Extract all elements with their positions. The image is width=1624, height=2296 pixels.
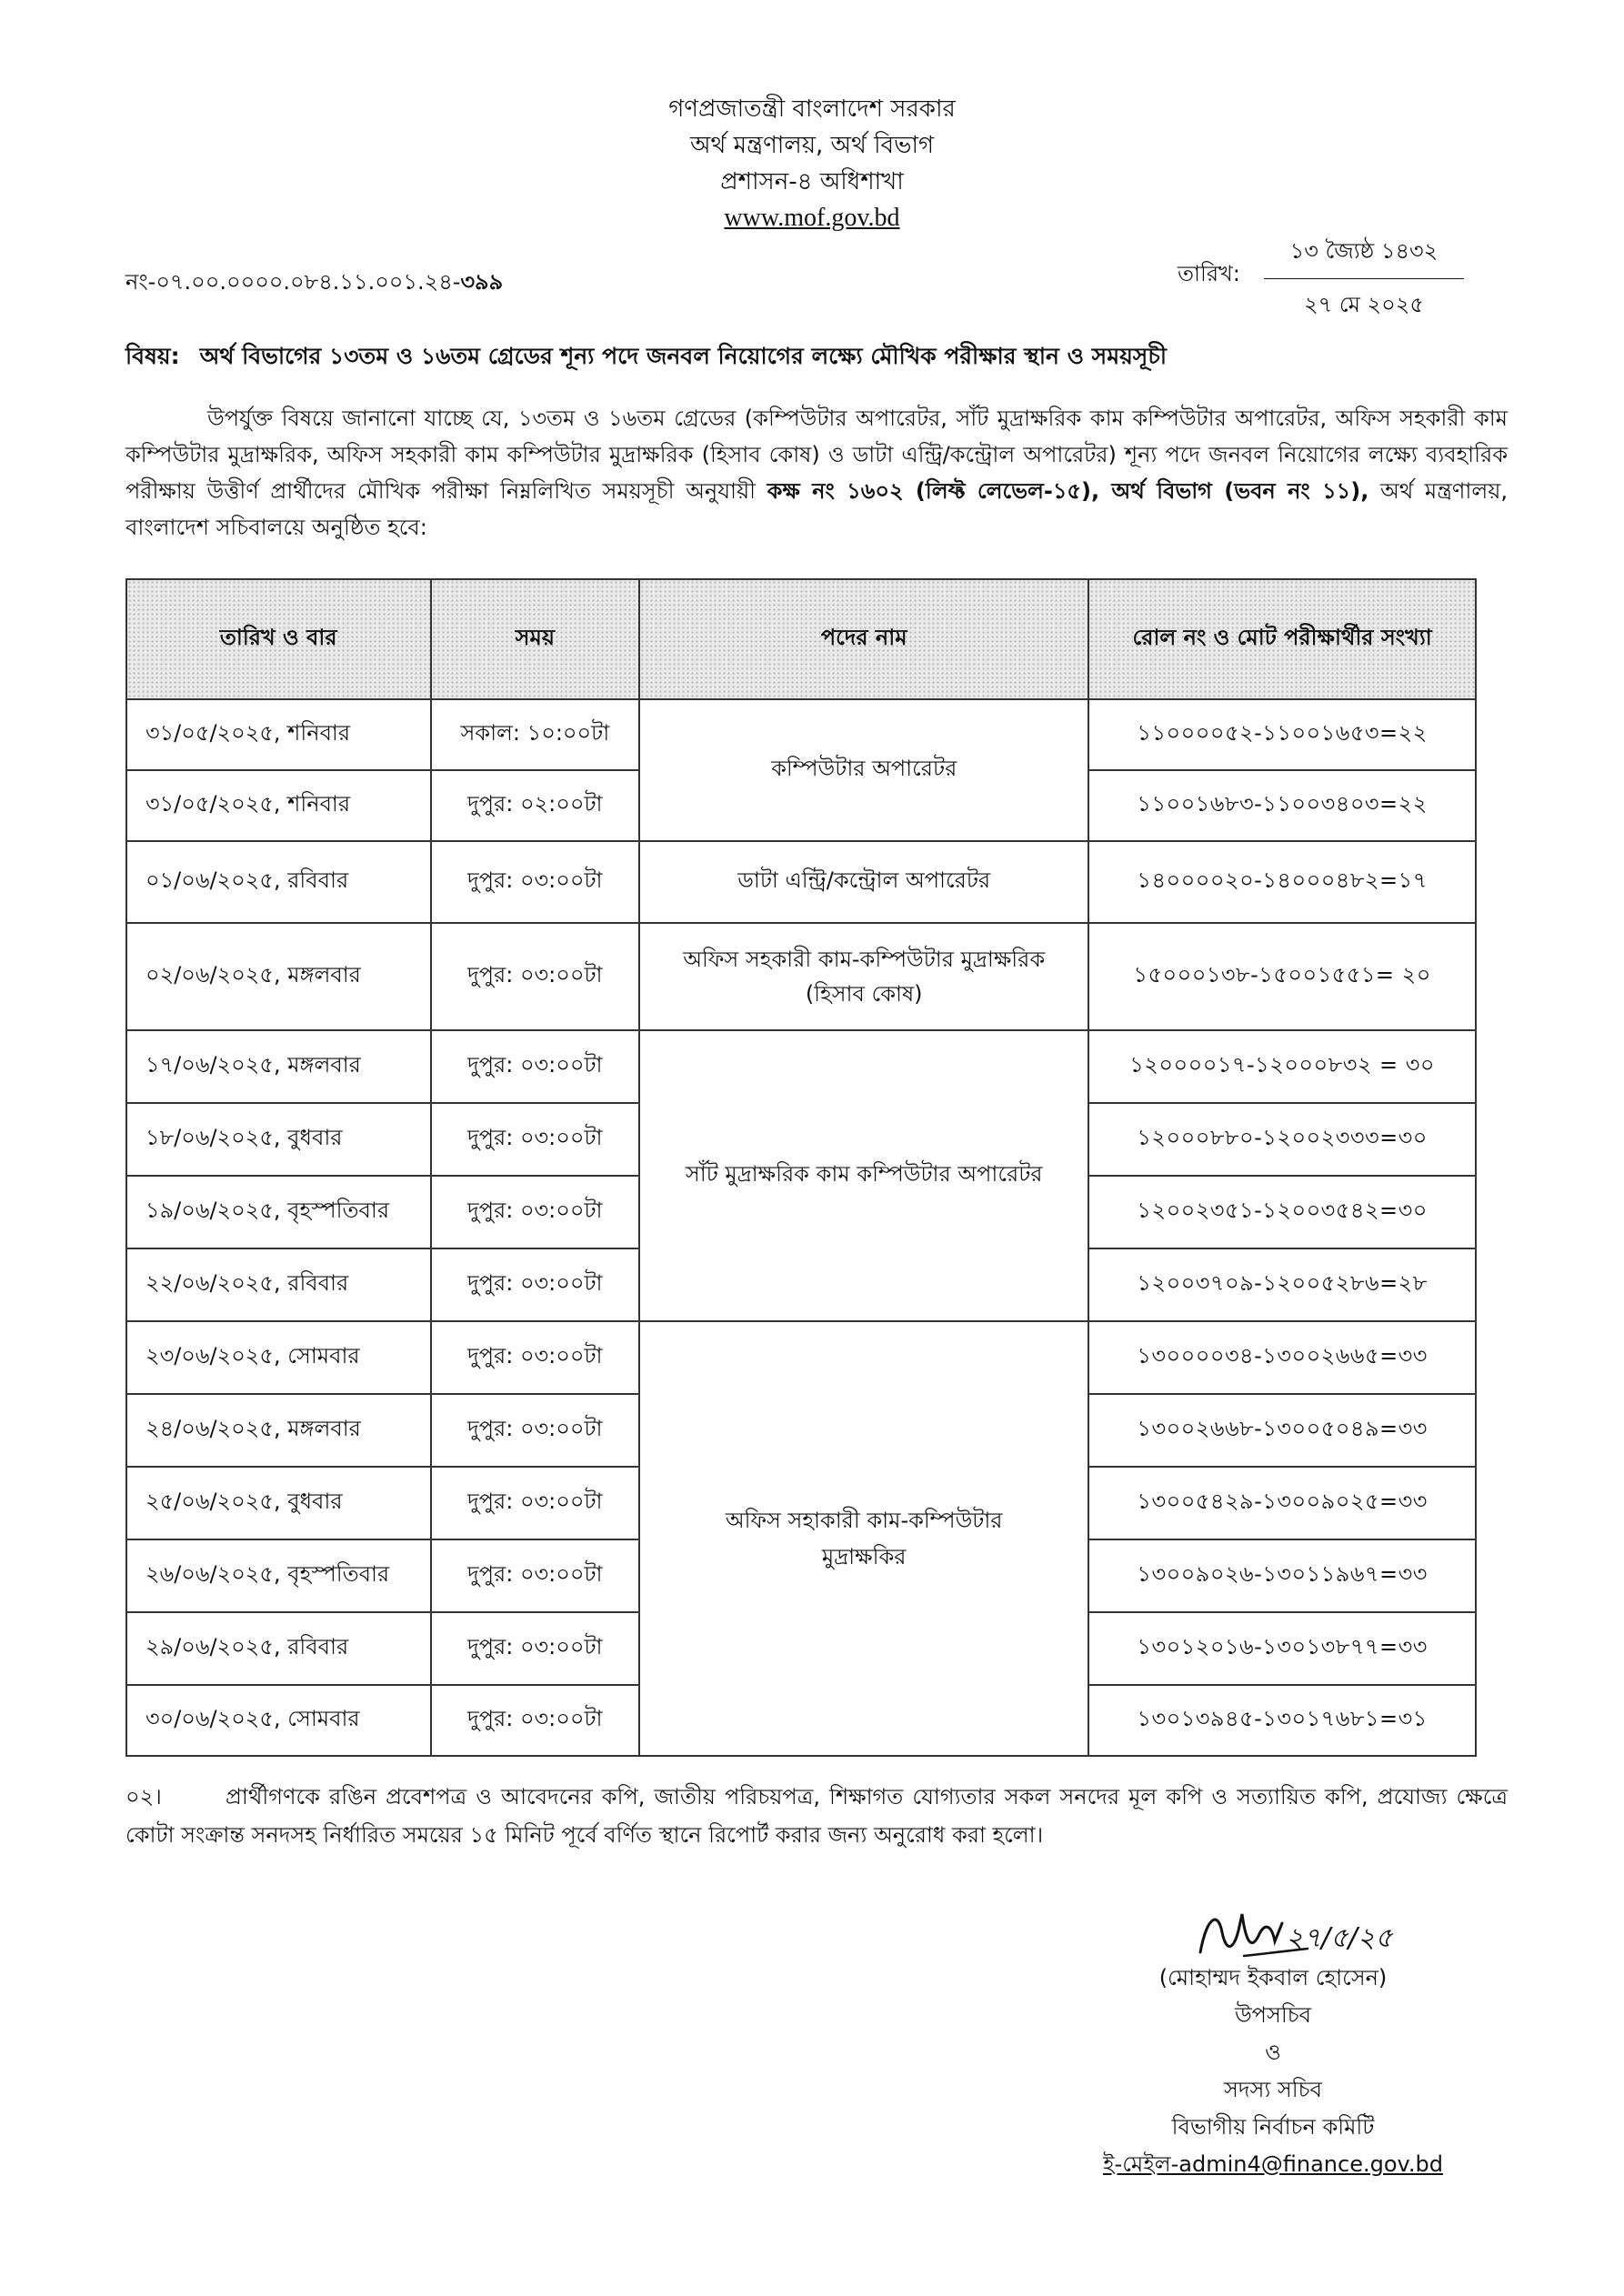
memo-number-suffix: ৩৯৯ [460, 269, 504, 295]
row-roll: ১২০০০৮৮০-১২০০২৩৩৩=৩০ [1088, 1103, 1476, 1176]
row-date: ০২/০৬/২০২৫, মঙ্গলবার [126, 923, 431, 1030]
row-time: দুপুর: ০৩:০০টা [431, 1612, 640, 1685]
row-time: দুপুর: ০২:০০টা [431, 770, 640, 841]
row-time: দুপুর: ০৩:০০টা [431, 1030, 640, 1103]
row-time: দুপুর: ০৩:০০টা [431, 1103, 640, 1176]
para1-text: উপর্যুক্ত বিষয়ে জানানো যাচ্ছে যে, ১৩তম ও ১৬তম গ্রেডের (কম্পিউটার অপারেটর, সাঁট মুদ্রাক্ষরিক কাম কম্পিউটার অপারেটর, অফিস সহকারী কাম কম্পিউটার মুদ্রাক্ষরিক, অফিস সহকারী কাম কম্পিউটার মুদ্রাক্ষরিক (হিসাব কোষ) ও ডাটা এন্ট্রি/কন্ট্রোল অপারেটর) শূন্য পদে জনবল নিয়োগের লক্ষ্যে ব্যবহারিক পরীক্ষায় উত্তীর্ণ প্রার্থীদের মৌখিক পরীক্ষা নিম্নলিখিত সময়সূচী অনুযায়ী [125, 406, 1508, 504]
row-date: ২৪/০৬/২০২৫, মঙ্গলবার [126, 1394, 431, 1467]
signatory-role: সদস্য সচিব [1224, 2077, 1322, 2102]
date-box [1264, 235, 1464, 325]
row-roll: ১১০০০০৫২-১১০০১৬৫৩=২২ [1088, 699, 1476, 770]
row-date: ২৬/০৬/২০২৫, বৃহস্পতিবার [126, 1539, 431, 1612]
row-post: কম্পিউটার অপারেটর [639, 699, 1088, 841]
subject-label: বিষয়: [125, 343, 180, 369]
para1-tail: অর্থ মন্ত্রণালয়, বাংলাদেশ সচিবালয়ে অনুষ্ঠিত হবে: [125, 478, 1508, 540]
memo-number [125, 266, 503, 302]
row-roll: ১২০০৩৭০৯-১২০০৫২৮৬=২৮ [1088, 1248, 1476, 1321]
header-post: পদের নাম [639, 579, 1088, 699]
row-roll: ১৪০০০০২০-১৪০০০৪৮২=১৭ [1088, 841, 1476, 923]
row-post: ডাটা এন্ট্রি/কন্ট্রোল অপারেটর [639, 841, 1088, 923]
row-date: ০১/০৬/২০২৫, রবিবার [126, 841, 431, 923]
row-date: ১৮/০৬/২০২৫, বুধবার [126, 1103, 431, 1176]
row-date: ২৫/০৬/২০২৫, বুধবার [126, 1467, 431, 1539]
schedule-table [125, 578, 1477, 1757]
subject-text: অর্থ বিভাগের ১৩তম ও ১৬তম গ্রেডের শূন্য পদে জনবল নিয়োগের লক্ষ্যে মৌখিক পরীক্ষার স্থান ও সময়সূচী [199, 343, 1167, 369]
row-date: ২২/০৬/২০২৫, রবিবার [126, 1248, 431, 1321]
row-time: দুপুর: ০৩:০০টা [431, 1248, 640, 1321]
table-row [126, 699, 1476, 770]
row-roll: ১৫০০০১৩৮-১৫০০১৫৫১= ২০ [1088, 923, 1476, 1030]
signatory-name: (মোহাম্মদ ইকবাল হোসেন) [1158, 1965, 1388, 1990]
row-roll: ১২০০০০১৭-১২০০০৮৩২ = ৩০ [1088, 1030, 1476, 1103]
body-paragraph [125, 400, 1508, 546]
row-date: ১৯/০৬/২০২৫, বৃহস্পতিবার [126, 1176, 431, 1248]
row-roll: ১৩০১২০১৬-১৩০১৩৮৭৭=৩৩ [1088, 1612, 1476, 1685]
note-number: ০২। [125, 1784, 162, 1810]
date-bangla: ১৩ জ্যৈষ্ঠ ১৪৩২ [1264, 235, 1464, 279]
row-roll: ১৩০০৫৪২৯-১৩০০৯০২৫=৩৩ [1088, 1467, 1476, 1539]
row-roll: ১৩০০২৬৬৮-১৩০০৫০৪৯=৩৩ [1088, 1394, 1476, 1467]
row-date: ৩০/০৬/২০২৫, সোমবার [126, 1685, 431, 1756]
row-date: ১৭/০৬/২০২৫, মঙ্গলবার [126, 1030, 431, 1103]
signature-date: ২৭/৫/২৫ [1286, 1922, 1393, 1954]
signatory-designation: উপসচিব [1234, 2002, 1312, 2028]
table-row [126, 841, 1476, 923]
note-text: প্রার্থীগণকে রঙিন প্রবেশপত্র ও আবেদনের কপি, জাতীয় পরিচয়পত্র, শিক্ষাগত যোগ্যতার সকল সনদের মূল কপি ও সত্যায়িত কপি, প্রযোজ্য ক্ষেত্রে কোটা সংক্রান্ত সনদসহ নির্ধারিত সময়ের ১৫ মিনিট পূর্বে বর্ণিত স্থানে রিপোর্ট করার জন্য অনুরোধ করা হলো। [125, 1784, 1508, 1848]
instruction-paragraph [125, 1778, 1508, 1854]
row-time: দুপুর: ০৩:০০টা [431, 1176, 640, 1248]
row-time: দুপুর: ০৩:০০টা [431, 1685, 640, 1756]
subject-line [125, 338, 1508, 377]
table-row [126, 923, 1476, 1030]
signatory-block [1037, 1960, 1509, 2183]
website-link[interactable]: www.mof.gov.bd [724, 204, 900, 232]
row-time: দুপুর: ০৩:০০টা [431, 1467, 640, 1539]
branch-name: প্রশাসন-৪ অধিশাখা [720, 168, 904, 196]
header-time: সময় [431, 579, 640, 699]
ministry-name: অর্থ মন্ত্রণালয়, অর্থ বিভাগ [689, 132, 935, 159]
row-time: দুপুর: ০৩:০০টা [431, 1394, 640, 1467]
row-time: সকাল: ১০:০০টা [431, 699, 640, 770]
date-label: তারিখ: [1178, 261, 1240, 286]
header-date: তারিখ ও বার [126, 579, 431, 699]
row-roll: ১২০০২৩৫১-১২০০৩৫৪২=৩০ [1088, 1176, 1476, 1248]
row-post: সাঁট মুদ্রাক্ষরিক কাম কম্পিউটার অপারেটর [639, 1030, 1088, 1321]
row-roll: ১৩০০৯০২৬-১৩০১১৯৬৭=৩৩ [1088, 1539, 1476, 1612]
signatory-email[interactable]: ই-মেইল-admin4@finance.gov.bd [1103, 2151, 1443, 2177]
header-roll: রোল নং ও মোট পরীক্ষার্থীর সংখ্যা [1088, 579, 1476, 699]
date-english: ২৭ মে ২০২৫ [1304, 292, 1424, 317]
row-roll: ১৩০০০০৩৪-১৩০০২৬৬৫=৩৩ [1088, 1321, 1476, 1394]
para1-venue: কক্ষ নং ১৬০২ (লিফ্ট লেভেল-১৫), অর্থ বিভাগ (ভবন নং ১১), [767, 478, 1369, 504]
row-time: দুপুর: ০৩:০০টা [431, 923, 640, 1030]
row-time: দুপুর: ০৩:০০টা [431, 1321, 640, 1394]
letterhead [0, 91, 1624, 236]
signatory-committee: বিভাগীয় নির্বাচন কমিটি [1171, 2114, 1375, 2140]
row-post: অফিস সহকারী কাম-কম্পিউটার মুদ্রাক্ষরিক (হিসাব কোষ) [639, 923, 1088, 1030]
row-roll: ১১০০১৬৮৩-১১০০৩৪০৩=২২ [1088, 770, 1476, 841]
table-header-row [126, 579, 1476, 699]
row-date: ৩১/০৫/২০২৫, শনিবার [126, 770, 431, 841]
memo-number-prefix: নং-০৭.০০.০০০০.০৮৪.১১.০০১.২৪- [125, 269, 461, 295]
row-roll: ১৩০১৩৯৪৫-১৩০১৭৬৮১=৩১ [1088, 1685, 1476, 1756]
signatory-and: ও [1265, 2040, 1281, 2065]
row-time: দুপুর: ০৩:০০টা [431, 1539, 640, 1612]
row-date: ২৯/০৬/২০২৫, রবিবার [126, 1612, 431, 1685]
row-date: ৩১/০৫/২০২৫, শনিবার [126, 699, 431, 770]
row-time: দুপুর: ০৩:০০টা [431, 841, 640, 923]
row-date: ২৩/০৬/২০২৫, সোমবার [126, 1321, 431, 1394]
row-post: অফিস সহাকারী কাম-কম্পিউটার মুদ্রাক্ষকির [639, 1321, 1088, 1756]
table-row [126, 1030, 1476, 1103]
handwritten-signature [1191, 1896, 1409, 1969]
govt-name: গণপ্রজাতন্ত্রী বাংলাদেশ সরকার [668, 95, 956, 123]
table-row [126, 1321, 1476, 1394]
